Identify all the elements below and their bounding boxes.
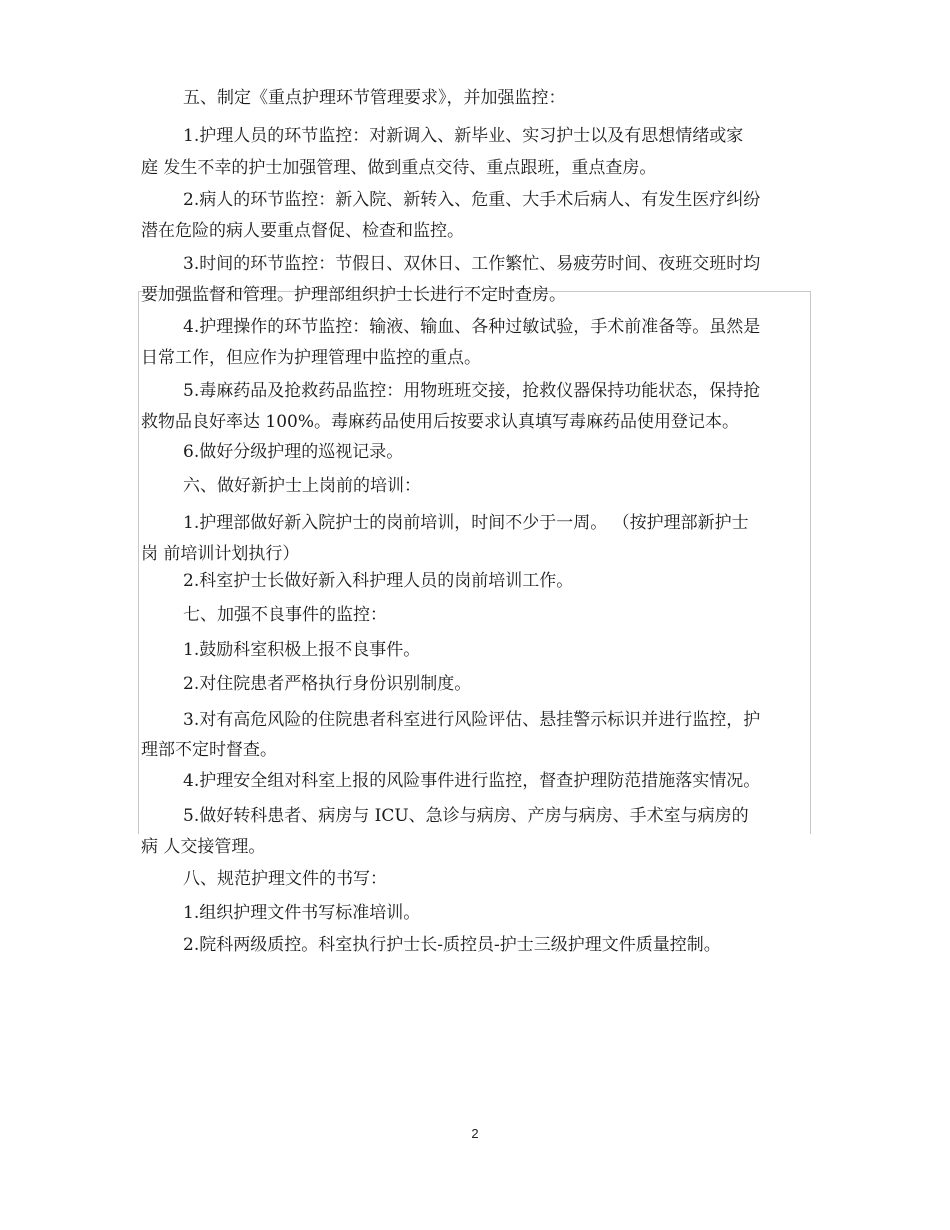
paragraph-line: 1.护理部做好新入院护士的岗前培训，时间不少于一周。 （按护理部新护士 [183, 513, 749, 533]
paragraph-line: 岗 前培训计划执行） [141, 544, 300, 564]
paragraph-line: 2.对住院患者严格执行身份识别制度。 [183, 674, 472, 694]
paragraph-line: 6.做好分级护理的巡视记录。 [183, 442, 404, 462]
paragraph-line: 潜在危险的病人要重点督促、检查和监控。 [141, 221, 464, 241]
paragraph-line: 病 人交接管理。 [141, 837, 266, 857]
paragraph-line: 2.院科两级质控。科室执行护士长-质控员-护士三级护理文件质量控制。 [183, 935, 721, 955]
paragraph-line: 5.做好转科患者、病房与 ICU、急诊与病房、产房与病房、手术室与病房的 [183, 806, 749, 826]
paragraph-line: 要加强监督和管理。护理部组织护士长进行不定时查房。 [141, 285, 566, 305]
section-8-heading: 八、规范护理文件的书写： [183, 869, 387, 889]
section-6-heading: 六、做好新护士上岗前的培训： [183, 476, 421, 496]
paragraph-line: 1.组织护理文件书写标准培训。 [183, 903, 421, 923]
paragraph-line: 1.护理人员的环节监控：对新调入、新毕业、实习护士以及有思想情绪或家 [183, 126, 744, 146]
section-7-heading: 七、加强不良事件的监控： [183, 605, 387, 625]
paragraph-line: 1.鼓励科室积极上报不良事件。 [183, 640, 421, 660]
paragraph-line: 救物品良好率达 100%。毒麻药品使用后按要求认真填写毒麻药品使用登记本。 [141, 412, 740, 432]
paragraph-line: 4.护理操作的环节监控：输液、输血、各种过敏试验，手术前准备等。虽然是 [183, 317, 761, 337]
paragraph-line: 庭 发生不幸的护士加强管理、做到重点交待、重点跟班，重点查房。 [141, 158, 657, 178]
paragraph-line: 2.病人的环节监控：新入院、新转入、危重、大手术后病人、有发生医疗纠纷 [183, 190, 761, 210]
paragraph-line: 3.对有高危风险的住院患者科室进行风险评估、悬挂警示标识并进行监控，护 [183, 710, 761, 730]
paragraph-line: 日常工作，但应作为护理管理中监控的重点。 [141, 348, 481, 368]
section-5-heading: 五、制定《重点护理环节管理要求》，并加强监控： [183, 88, 566, 108]
page-number: 2 [471, 1126, 479, 1141]
paragraph-line: 5.毒麻药品及抢救药品监控：用物班班交接，抢救仪器保持功能状态，保持抢 [183, 381, 761, 401]
paragraph-line: 2.科室护士长做好新入科护理人员的岗前培训工作。 [183, 571, 574, 591]
paragraph-line: 3.时间的环节监控：节假日、双休日、工作繁忙、易疲劳时间、夜班交班时均 [183, 254, 761, 274]
paragraph-line: 4.护理安全组对科室上报的风险事件进行监控，督查护理防范措施落实情况。 [183, 771, 761, 791]
paragraph-line: 理部不定时督查。 [141, 740, 277, 760]
